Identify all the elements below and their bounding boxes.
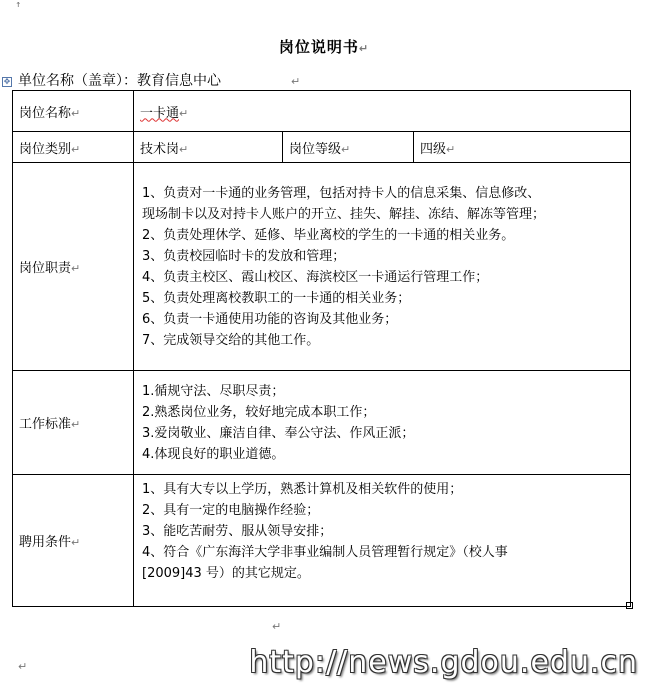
table-row: [13, 475, 631, 607]
standards-content: [134, 371, 631, 475]
duty-line: 7、完成领导交给的其他工作。: [142, 332, 320, 348]
table-row: [13, 163, 631, 371]
unit-line: 单位名称（盖章）：教育信息中心 ↵: [18, 73, 301, 89]
standard-line: 2.熟悉岗位业务，较好地完成本职工作；: [142, 404, 376, 420]
post-name-label: 岗位名称↵: [13, 91, 134, 132]
document-title: 岗位说明书↵: [278, 38, 370, 56]
post-name-value: 一卡通↵: [134, 91, 631, 132]
duty-line: 5、负责处理离校教职工的一卡通的相关业务；: [142, 290, 411, 306]
standards-label: 工作标准↵: [13, 371, 134, 475]
duty-line: 4、负责主校区、霞山校区、海滨校区一卡通运行管理工作；: [142, 269, 489, 285]
standard-line: 3.爱岗敬业、廉洁自律、奉公守法、作风正派；: [142, 425, 415, 441]
duty-line: 3、负责校园临时卡的发放和管理；: [142, 248, 346, 264]
conditions-label: 聘用条件↵: [13, 475, 134, 607]
condition-line: [2009]43 号）的其它规定。: [142, 566, 310, 581]
table-resize-handle[interactable]: [626, 602, 633, 609]
duties-content: [134, 163, 631, 371]
standard-line: 1.循规守法、尽职尽责；: [142, 383, 285, 399]
standard-line: 4.体现良好的职业道德。: [142, 446, 285, 462]
duty-line: 1、负责对一卡通的业务管理，包括对持卡人的信息采集、信息修改、: [142, 185, 541, 201]
conditions-content: [134, 475, 631, 607]
table-row: [13, 91, 631, 132]
table-row: [13, 132, 631, 163]
paragraph-mark: ↵: [18, 660, 28, 673]
paragraph-mark: ↵: [272, 620, 282, 633]
post-type-value: 技术岗↵: [134, 132, 283, 163]
post-grade-value: 四级↵: [414, 132, 631, 163]
condition-line: 2、具有一定的电脑操作经验；: [142, 503, 320, 518]
duty-line: 2、负责处理休学、延修、毕业离校的学生的一卡通的相关业务。: [142, 227, 515, 243]
duties-label: 岗位职责↵: [13, 163, 134, 371]
duty-line: 现场制卡以及对持卡人账户的开立、挂失、解挂、冻结、解冻等管理；: [142, 206, 546, 222]
job-description-table: [12, 90, 631, 607]
condition-line: 1、具有大专以上学历，熟悉计算机及相关软件的使用；: [142, 482, 463, 497]
paragraph-mark: ꜛ: [16, 0, 21, 14]
table-row: [13, 371, 631, 475]
table-anchor-icon[interactable]: ✥: [3, 77, 11, 86]
duty-line: 6、负责一卡通使用功能的咨询及其他业务；: [142, 311, 398, 327]
watermark-url: http://news.gdou.edu.cn: [249, 645, 638, 680]
condition-line: 4、符合《广东海洋大学非事业编制人员管理暂行规定》（校人事: [142, 545, 508, 560]
condition-line: 3、能吃苦耐劳、服从领导安排；: [142, 524, 333, 539]
post-grade-label: 岗位等级↵: [283, 132, 414, 163]
post-type-label: 岗位类别↵: [13, 132, 134, 163]
